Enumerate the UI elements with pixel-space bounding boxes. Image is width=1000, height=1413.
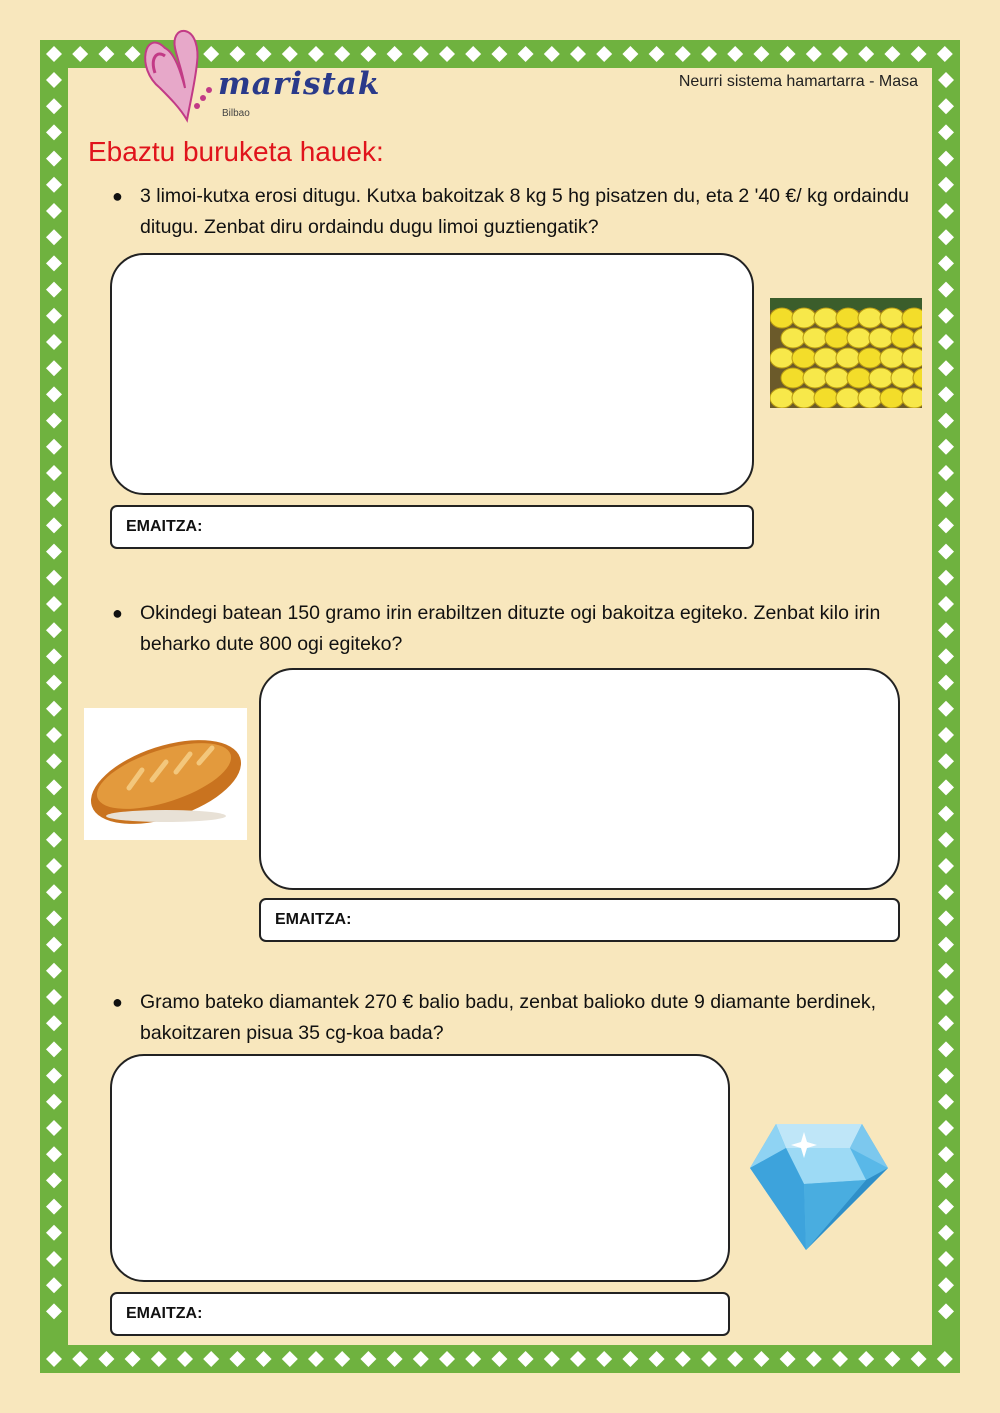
topic-header: Neurri sistema hamartarra - Masa bbox=[678, 73, 918, 90]
lemon bbox=[858, 348, 882, 368]
lemon bbox=[858, 388, 882, 408]
problem-2-text: Okindegi batean 150 gramo irin erabiltzen dituzte ogi bakoitza egiteko. Zenbat kilo irin beharko dute 800 ogi egiteko? bbox=[140, 602, 881, 655]
bullet-icon: ● bbox=[112, 992, 123, 1012]
lemon bbox=[891, 328, 915, 348]
lemon bbox=[880, 388, 904, 408]
lemons-image bbox=[770, 298, 922, 408]
lemon bbox=[770, 308, 794, 328]
problem-2-work-area[interactable] bbox=[259, 668, 900, 890]
lemon bbox=[781, 368, 805, 388]
problem-3-text: Gramo bateko diamantek 270 € balio badu, zenbat balioko dute 9 diamante berdinek, bakoitzaren pisua 35 cg-koa bada? bbox=[140, 991, 877, 1044]
lemon bbox=[836, 308, 860, 328]
lemon bbox=[792, 308, 816, 328]
lemon bbox=[825, 368, 849, 388]
lemon bbox=[814, 388, 838, 408]
bullet-icon: ● bbox=[112, 186, 123, 206]
lemon bbox=[902, 348, 922, 368]
lemon bbox=[825, 328, 849, 348]
lemon bbox=[836, 388, 860, 408]
lemon bbox=[902, 308, 922, 328]
lemon bbox=[847, 368, 871, 388]
lemon bbox=[814, 348, 838, 368]
lemon bbox=[869, 368, 893, 388]
lemon bbox=[792, 388, 816, 408]
problem-1-result-field[interactable] bbox=[110, 505, 754, 549]
lemon bbox=[770, 388, 794, 408]
lemon bbox=[836, 348, 860, 368]
lemon bbox=[869, 328, 893, 348]
lemon bbox=[792, 348, 816, 368]
diamond-image bbox=[746, 1118, 892, 1252]
lemon bbox=[803, 328, 827, 348]
lemon bbox=[770, 348, 794, 368]
logo-wordmark: maristak bbox=[218, 66, 381, 102]
lemon bbox=[880, 308, 904, 328]
problem-1-work-area[interactable] bbox=[110, 253, 754, 495]
lemon bbox=[902, 388, 922, 408]
logo-city: Bilbao bbox=[222, 108, 250, 119]
bullet-icon: ● bbox=[112, 603, 123, 623]
lemon bbox=[803, 368, 827, 388]
lemon bbox=[847, 328, 871, 348]
problem-3-result-field[interactable] bbox=[110, 1292, 730, 1336]
lemon bbox=[781, 328, 805, 348]
result-label: EMAITZA: bbox=[126, 1305, 203, 1322]
problem-1-text: 3 limoi-kutxa erosi ditugu. Kutxa bakoitzak 8 kg 5 hg pisatzen du, eta 2 '40 €/ kg ordaindu ditugu. Zenbat diru ordaindu dugu limoi guztiengatik? bbox=[140, 185, 910, 238]
problem-2-result-field[interactable] bbox=[259, 898, 900, 942]
result-label: EMAITZA: bbox=[275, 911, 352, 928]
page-title: Ebaztu buruketa hauek: bbox=[88, 136, 384, 167]
lemon bbox=[891, 368, 915, 388]
bread-image bbox=[84, 708, 247, 840]
result-label: EMAITZA: bbox=[126, 518, 203, 535]
lemon bbox=[880, 348, 904, 368]
problem-3-work-area[interactable] bbox=[110, 1054, 730, 1282]
lemon bbox=[858, 308, 882, 328]
lemon bbox=[814, 308, 838, 328]
